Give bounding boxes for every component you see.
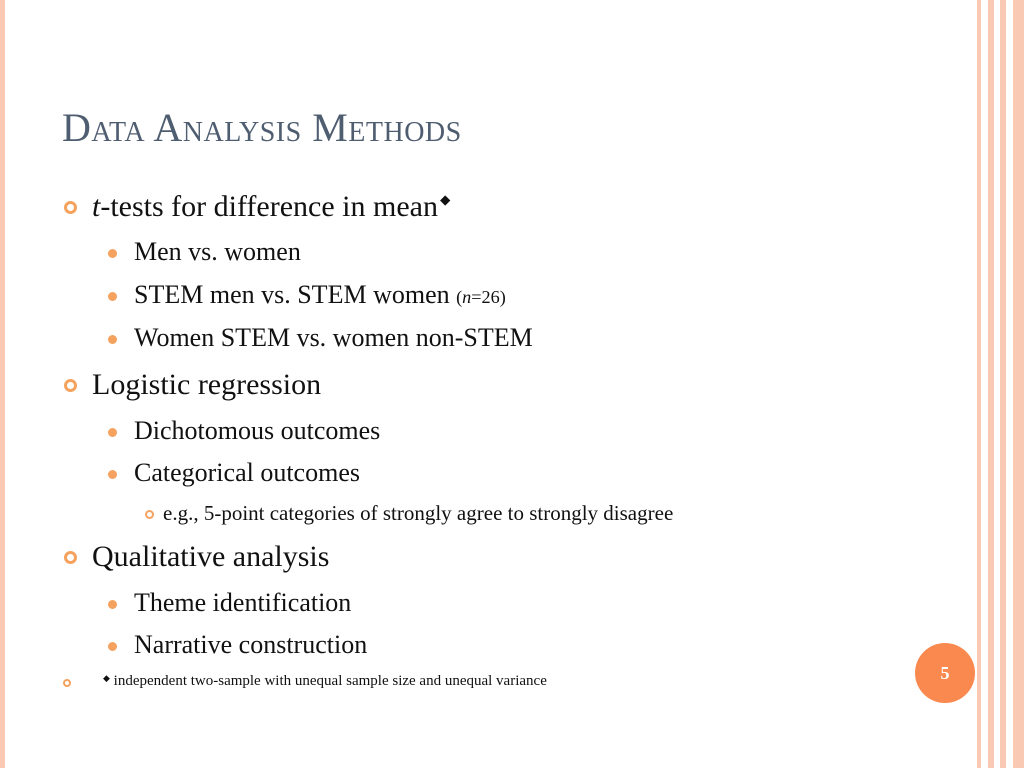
footnote-text: independent two-sample with unequal sample size and unequal variance xyxy=(109,673,547,689)
stripe-left xyxy=(0,0,5,768)
footnote-diamond-icon: ◆ xyxy=(103,673,110,683)
sub-bullet-stem-men-women xyxy=(134,282,506,308)
bullet-logistic-regression: Logistic regression xyxy=(92,368,322,401)
bullet-dot-icon xyxy=(108,428,117,437)
bullet-dot-icon xyxy=(108,292,117,301)
slide-title: Data Analysis Methods xyxy=(62,105,462,150)
bullet-ttests xyxy=(92,192,450,222)
stem-men-women-label: STEM men vs. STEM women xyxy=(134,280,457,309)
bullet-ring-icon xyxy=(64,551,77,564)
ttests-label: -tests for difference in mean xyxy=(100,190,438,223)
bullet-qualitative-analysis: Qualitative analysis xyxy=(92,540,330,573)
bullet-dot-icon xyxy=(108,470,117,479)
sub-bullet-narrative: Narrative construction xyxy=(134,630,368,659)
stripe-right-4 xyxy=(1013,0,1024,768)
note-open: ( xyxy=(456,287,463,307)
bullet-dot-icon xyxy=(108,335,117,344)
bullet-dot-icon xyxy=(108,600,117,609)
sub-sub-bullet-example: e.g., 5-point categories of strongly agree to strongly disagree xyxy=(163,501,674,525)
footnote xyxy=(103,674,547,689)
sub-bullet-women-stem: Women STEM vs. women non-STEM xyxy=(134,323,533,352)
stripe-right-2 xyxy=(988,0,994,768)
t-italic-prefix: t xyxy=(92,190,101,223)
stripe-right-1 xyxy=(977,0,981,768)
note-n: n xyxy=(462,287,472,307)
sub-bullet-dichotomous: Dichotomous outcomes xyxy=(134,416,381,445)
page-number-badge: 5 xyxy=(915,643,975,703)
sub-bullet-men-vs-women: Men vs. women xyxy=(134,237,301,266)
sub-bullet-theme: Theme identification xyxy=(134,588,352,617)
bullet-ring-small-icon xyxy=(145,510,154,519)
note-rest: =26) xyxy=(471,287,506,307)
bullet-ring-icon xyxy=(64,201,77,214)
footnote-ring-icon xyxy=(63,679,71,687)
bullet-dot-icon xyxy=(108,642,117,651)
bullet-ring-icon xyxy=(64,379,77,392)
stripe-right-3 xyxy=(1000,0,1006,768)
bullet-dot-icon xyxy=(108,249,117,258)
diamond-marker-icon: ◆ xyxy=(439,191,451,207)
sample-size-note xyxy=(456,287,506,307)
sub-bullet-categorical: Categorical outcomes xyxy=(134,458,360,487)
